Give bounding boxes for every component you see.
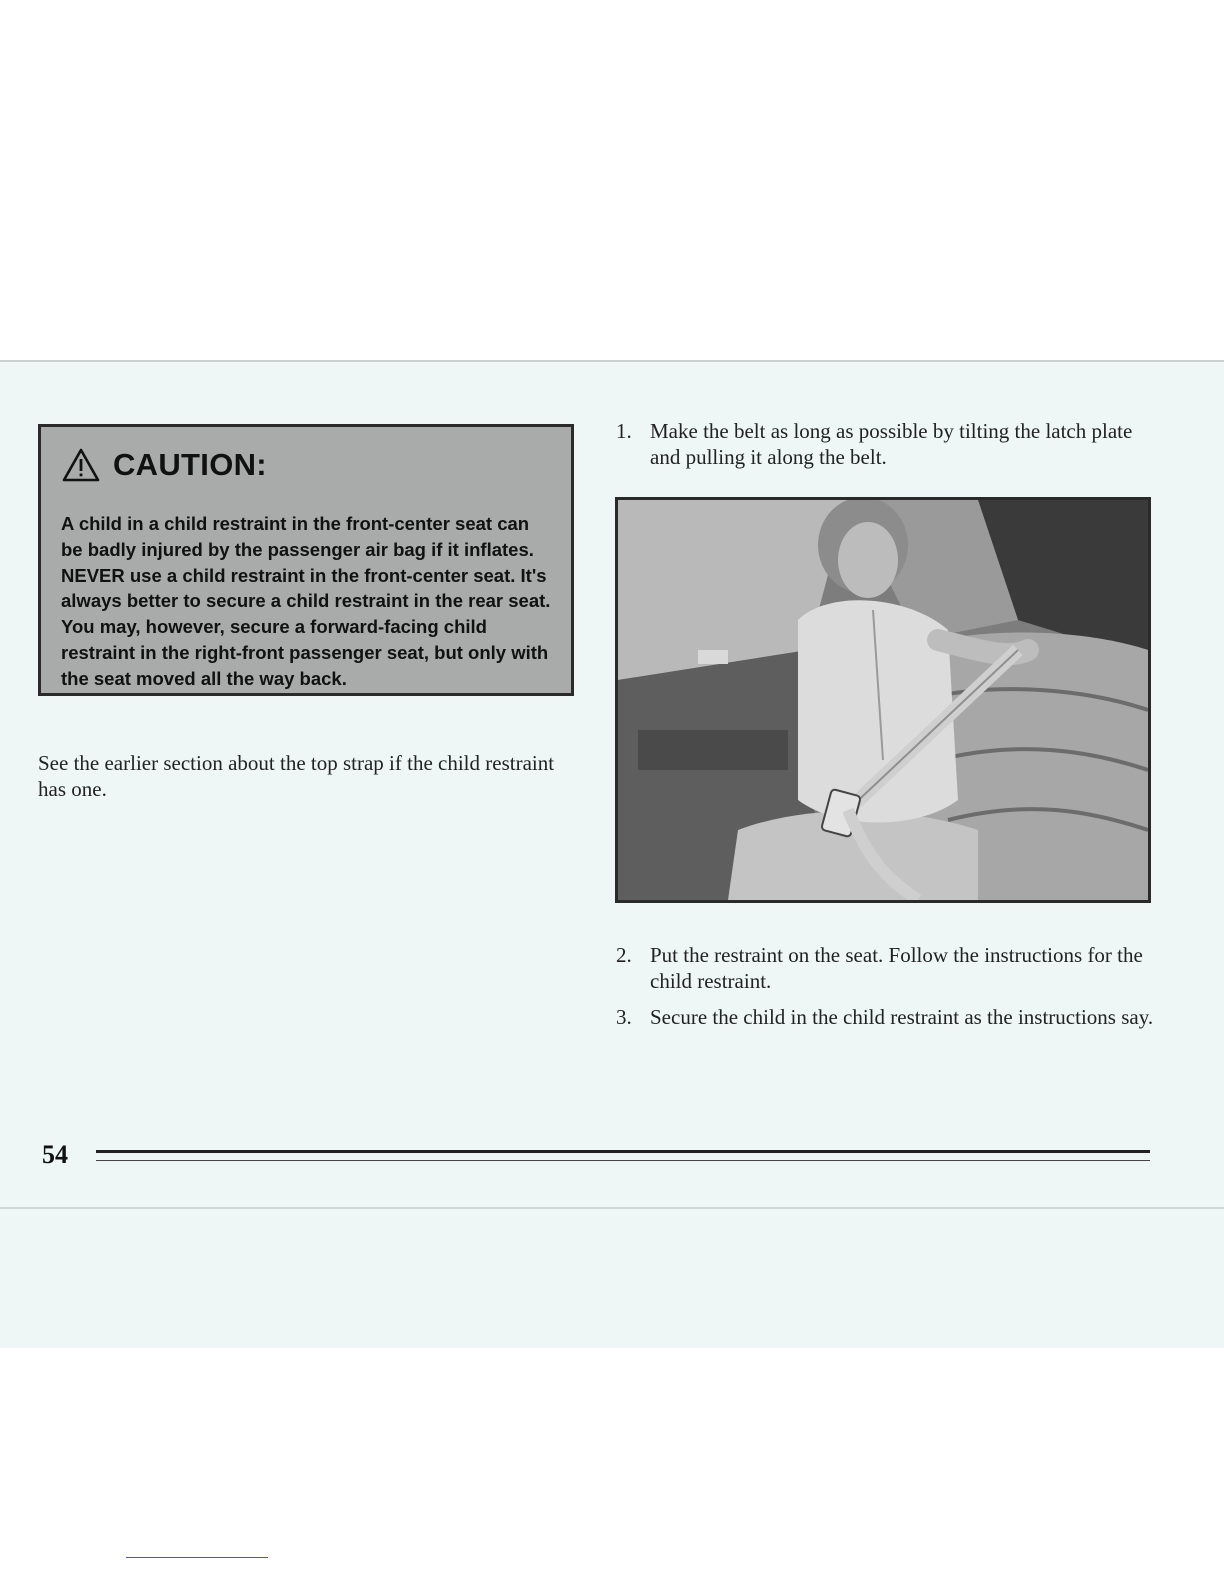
caution-text: A child in a child restraint in the front-center seat can be badly injured by the passenger air bag if it inflates. NEVER use a child restraint in the front-center seat. It's always better to secure a child restraint in the rear seat. You may, however, secure a forward-facing child restraint in the right-front passenger seat, but only with the seat moved all the way back. <box>61 513 551 689</box>
page-number: 54 <box>42 1140 68 1169</box>
band-bottom-edge <box>0 1207 1224 1209</box>
step-2 <box>616 942 1156 994</box>
caution-header <box>61 443 553 487</box>
warning-triangle-icon <box>61 447 101 483</box>
step-number: 2. <box>616 943 632 967</box>
footer-rule-thick <box>96 1150 1150 1153</box>
step-text: Put the restraint on the seat. Follow the instructions for the child restraint. <box>650 943 1143 993</box>
step-1 <box>616 418 1156 470</box>
caution-title: CAUTION: <box>113 447 267 482</box>
step-number: 1. <box>616 419 632 443</box>
step-text: Make the belt as long as possible by tilting the latch plate and pulling it along the belt. <box>650 419 1133 469</box>
footer-rule-thin <box>96 1160 1150 1161</box>
step-3 <box>616 1004 1156 1030</box>
footer-link-underline[interactable] <box>126 1557 268 1558</box>
caution-box <box>38 424 574 696</box>
top-strap-paragraph: See the earlier section about the top strap if the child restraint has one. <box>38 751 555 801</box>
seat-belt-illustration <box>615 497 1151 903</box>
step-text: Secure the child in the child restraint as the instructions say. <box>650 1005 1154 1029</box>
step-number: 3. <box>616 1005 632 1029</box>
